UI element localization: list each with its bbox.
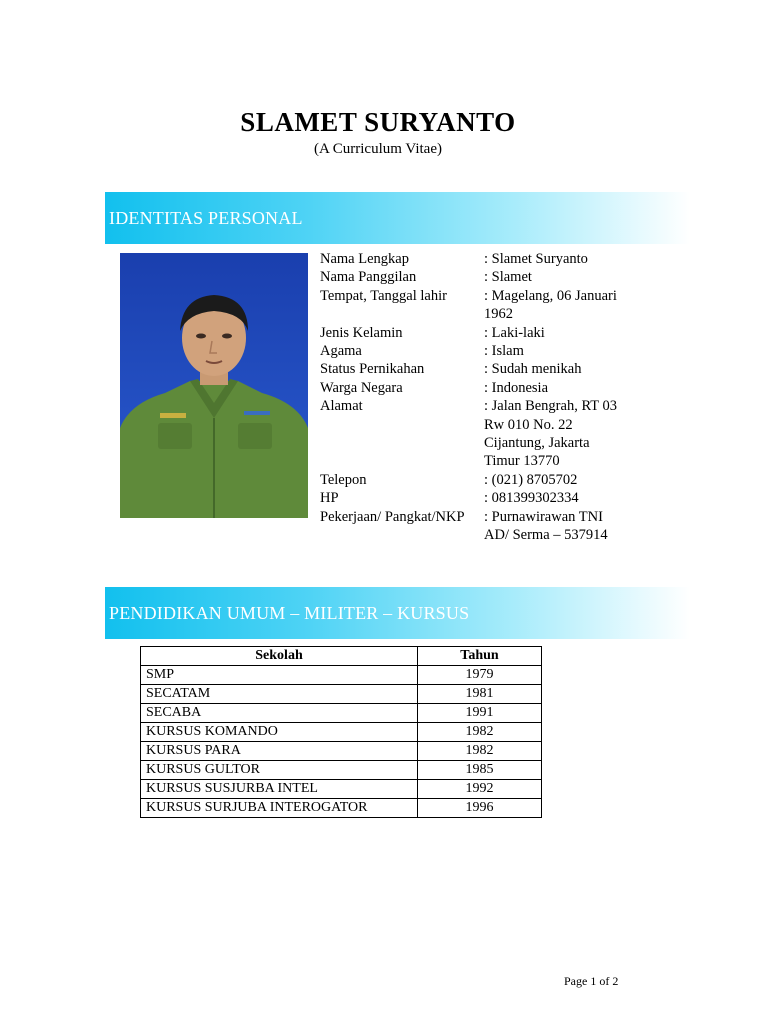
year-cell: 1981 bbox=[418, 685, 542, 704]
info-value: : Laki-laki bbox=[484, 324, 545, 341]
info-row-mobile bbox=[320, 489, 634, 507]
table-row bbox=[141, 799, 542, 818]
school-cell: KURSUS KOMANDO bbox=[141, 723, 418, 742]
info-value: : Indonesia bbox=[484, 379, 549, 396]
year-cell: 1996 bbox=[418, 799, 542, 818]
page-number: Page 1 of 2 bbox=[564, 974, 619, 988]
school-cell: SECATAM bbox=[141, 685, 418, 704]
table-row bbox=[141, 723, 542, 742]
info-row-address bbox=[320, 397, 634, 471]
school-cell: SMP bbox=[141, 666, 418, 685]
info-value: : Slamet bbox=[484, 269, 532, 286]
info-row-marital-status bbox=[320, 360, 634, 378]
info-label: Tempat, Tanggal lahir bbox=[320, 287, 447, 304]
school-cell: KURSUS SUSJURBA INTEL bbox=[141, 780, 418, 799]
info-label: Status Pernikahan bbox=[320, 361, 425, 378]
year-cell: 1985 bbox=[418, 761, 542, 780]
year-cell: 1991 bbox=[418, 704, 542, 723]
section-title-education: PENDIDIKAN UMUM – MILITER – KURSUS bbox=[109, 602, 470, 623]
info-value: : Purnawirawan TNI AD/ Serma – 537914 bbox=[484, 508, 608, 544]
info-row-full-name bbox=[320, 250, 634, 268]
year-cell: 1982 bbox=[418, 742, 542, 761]
table-row bbox=[141, 685, 542, 704]
info-row-phone bbox=[320, 471, 634, 489]
info-row-gender bbox=[320, 324, 634, 342]
info-label: Jenis Kelamin bbox=[320, 324, 403, 341]
info-label: Pekerjaan/ Pangkat/NKP bbox=[320, 508, 465, 525]
info-value: : Slamet Suryanto bbox=[484, 251, 588, 267]
personal-info-list bbox=[320, 250, 634, 545]
column-header-school: Sekolah bbox=[141, 647, 418, 666]
profile-photo bbox=[120, 253, 308, 518]
info-label: HP bbox=[320, 490, 339, 507]
school-cell: KURSUS GULTOR bbox=[141, 761, 418, 780]
info-row-nickname bbox=[320, 268, 634, 286]
info-value: : Magelang, 06 Januari 1962 bbox=[484, 287, 617, 323]
table-header-row bbox=[141, 647, 542, 666]
info-row-occupation bbox=[320, 508, 634, 545]
education-table bbox=[140, 646, 542, 818]
info-row-birth bbox=[320, 287, 634, 324]
table-row bbox=[141, 742, 542, 761]
table-row bbox=[141, 780, 542, 799]
section-header-education bbox=[105, 587, 690, 639]
info-label: Nama Panggilan bbox=[320, 269, 417, 286]
year-cell: 1982 bbox=[418, 723, 542, 742]
info-label: Telepon bbox=[320, 471, 367, 488]
table-row bbox=[141, 704, 542, 723]
info-label: Alamat bbox=[320, 398, 363, 415]
column-header-year: Tahun bbox=[418, 647, 542, 666]
table-row bbox=[141, 666, 542, 685]
info-value: : (021) 8705702 bbox=[484, 471, 578, 488]
year-cell: 1992 bbox=[418, 780, 542, 799]
info-label: Agama bbox=[320, 343, 362, 360]
cv-subtitle: (A Curriculum Vitae) bbox=[314, 141, 442, 157]
school-cell: KURSUS PARA bbox=[141, 742, 418, 761]
info-value: : 081399302334 bbox=[484, 490, 579, 507]
cv-name-title: SLAMET SURYANTO bbox=[240, 107, 516, 137]
info-value: : Sudah menikah bbox=[484, 361, 582, 378]
info-value: : Jalan Bengrah, RT 03 Rw 010 No. 22 Cijantung, Jakarta Timur 13770 bbox=[484, 398, 617, 470]
school-cell: KURSUS SURJUBA INTEROGATOR bbox=[141, 799, 418, 818]
year-cell: 1979 bbox=[418, 666, 542, 685]
section-header-personal bbox=[105, 192, 690, 244]
info-value: : Islam bbox=[484, 343, 524, 360]
school-cell: SECABA bbox=[141, 704, 418, 723]
info-row-religion bbox=[320, 342, 634, 360]
info-row-citizenship bbox=[320, 379, 634, 397]
section-title-personal: IDENTITAS PERSONAL bbox=[109, 207, 303, 228]
info-label: Warga Negara bbox=[320, 379, 403, 396]
info-label: Nama Lengkap bbox=[320, 251, 409, 267]
table-row bbox=[141, 761, 542, 780]
